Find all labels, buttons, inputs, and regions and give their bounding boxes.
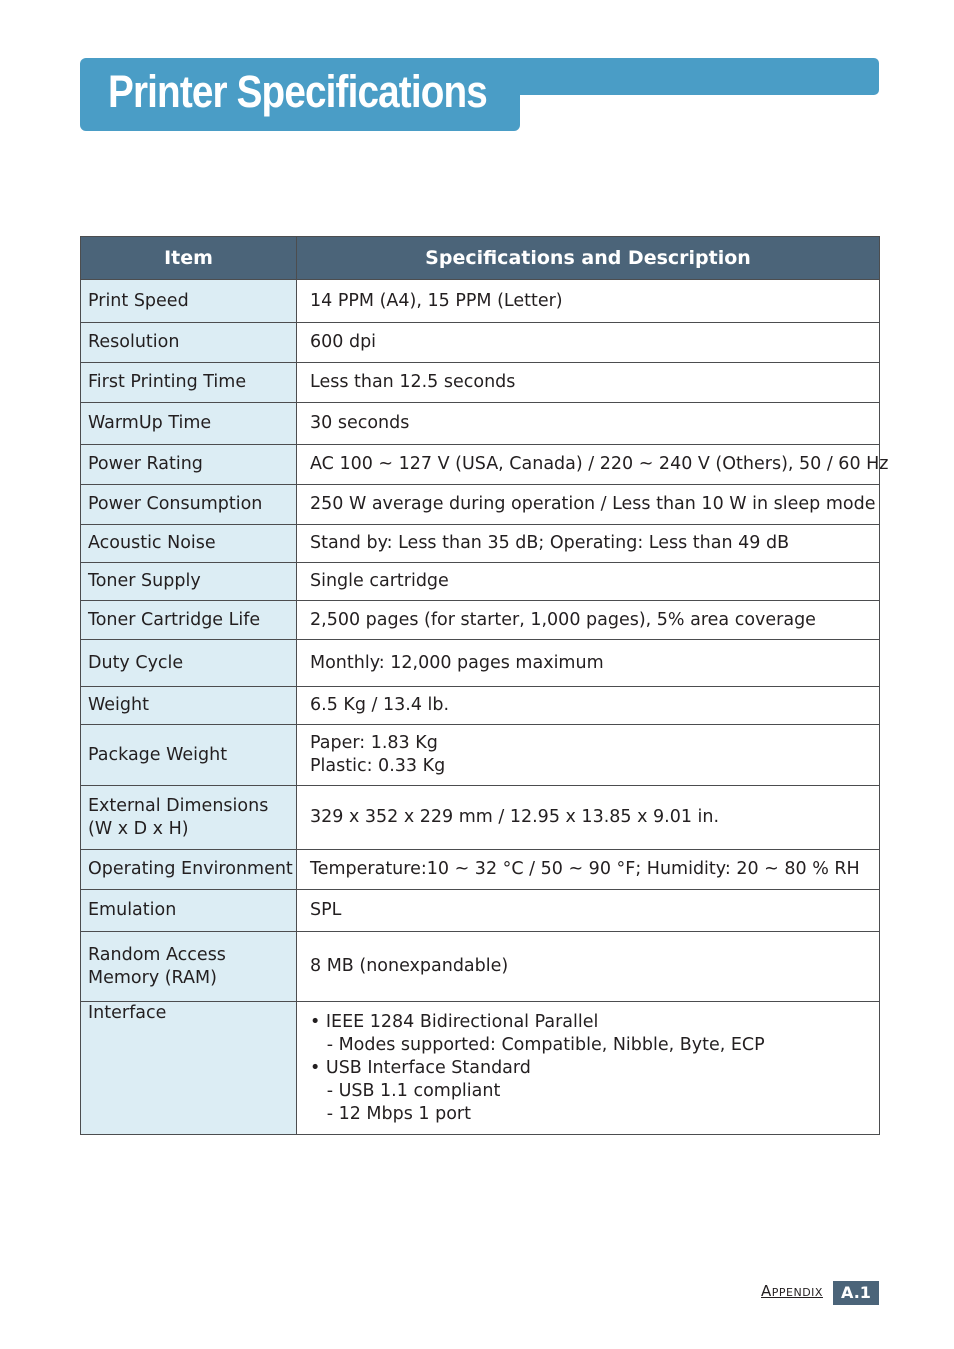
table-row: [81, 725, 880, 786]
description-text: - USB 1.1 compliant: [310, 1080, 501, 1101]
page-title: Printer Specifications: [108, 66, 487, 117]
row-description-cell: [297, 786, 880, 850]
description-text: 329 x 352 x 229 mm / 12.95 x 13.85 x 9.01 in.: [310, 807, 720, 827]
description-text: 8 MB (nonexpandable): [310, 956, 509, 976]
row-description-cell: [297, 640, 880, 687]
row-description-cell: [297, 403, 880, 445]
row-item-cell: [81, 525, 297, 563]
table-row: [81, 687, 880, 725]
description-text: 600 dpi: [310, 332, 377, 352]
table-row: [81, 403, 880, 445]
item-label: Package Weight: [88, 744, 228, 765]
table-row: [81, 890, 880, 932]
item-label: Toner Cartridge Life: [88, 609, 261, 630]
description-text: 14 PPM (A4), 15 PPM (Letter): [310, 290, 563, 311]
row-item-cell: [81, 563, 297, 601]
description-text: 250 W average during operation / Less than 10 W in sleep mode: [310, 494, 876, 514]
row-item-cell: [81, 850, 297, 890]
item-label: Random Access: [88, 944, 226, 965]
row-description-cell: [297, 687, 880, 725]
description-column-header: Specifications and Description: [297, 237, 880, 280]
page-number-badge: A.1: [833, 1281, 879, 1305]
table-row: [81, 1002, 880, 1135]
description-text: 6.5 Kg / 13.4 lb.: [310, 695, 450, 715]
item-label: (W x D x H): [88, 818, 189, 839]
row-description-cell: [297, 932, 880, 1002]
row-description-cell: [297, 601, 880, 640]
row-description-cell: [297, 890, 880, 932]
description-text: Less than 12.5 seconds: [310, 372, 516, 392]
row-description-cell: [297, 445, 889, 485]
row-item-cell: [81, 280, 297, 323]
row-item-cell: [81, 323, 297, 363]
description-text: Monthly: 12,000 pages maximum: [310, 652, 604, 673]
description-text: Plastic: 0.33 Kg: [310, 756, 446, 776]
table-row: [81, 485, 880, 525]
row-item-cell: [81, 485, 297, 525]
item-label: WarmUp Time: [88, 413, 212, 433]
description-text: 2,500 pages (for starter, 1,000 pages), 5% area coverage: [310, 609, 816, 630]
spec-table: [80, 236, 889, 1135]
item-label: Emulation: [88, 900, 177, 920]
item-label: Resolution: [88, 332, 180, 352]
description-text: Single cartridge: [310, 571, 449, 591]
title-banner-stripe: [500, 58, 879, 95]
row-description-cell: [297, 563, 880, 601]
item-label: Duty Cycle: [88, 652, 184, 673]
description-text: SPL: [310, 900, 342, 920]
row-description-cell: [297, 363, 880, 403]
description-text: • USB Interface Standard: [310, 1057, 531, 1078]
item-label: External Dimensions: [88, 795, 269, 816]
row-item-cell: [81, 786, 297, 850]
row-item-cell: [81, 725, 297, 786]
item-label: Interface: [88, 1003, 167, 1023]
table-row: [81, 525, 880, 563]
row-item-cell: [81, 1002, 297, 1135]
row-description-cell: [297, 485, 880, 525]
item-label: Acoustic Noise: [88, 533, 216, 553]
row-item-cell: [81, 363, 297, 403]
footer-section-label: Appendix: [761, 1282, 823, 1300]
item-label: Operating Environment: [88, 859, 293, 879]
table-row: [81, 786, 880, 850]
table-row: [81, 323, 880, 363]
description-text: 30 seconds: [310, 413, 410, 433]
description-text: • IEEE 1284 Bidirectional Parallel: [310, 1011, 599, 1032]
row-description-cell: [297, 280, 880, 323]
description-text: - 12 Mbps 1 port: [310, 1103, 471, 1124]
table-row: [81, 445, 880, 485]
row-item-cell: [81, 445, 297, 485]
header-row: [81, 237, 880, 280]
item-label: First Printing Time: [88, 372, 247, 392]
table-row: [81, 601, 880, 640]
description-text: Temperature:10 ~ 32 °C / 50 ~ 90 °F; Humidity: 20 ~ 80 % RH: [310, 859, 860, 879]
table-row: [81, 932, 880, 1002]
description-text: Stand by: Less than 35 dB; Operating: Less than 49 dB: [310, 533, 790, 553]
row-description-cell: [297, 323, 880, 363]
row-item-cell: [81, 640, 297, 687]
row-item-cell: [81, 601, 297, 640]
item-column-header: Item: [81, 237, 297, 280]
table-row: [81, 563, 880, 601]
table-row: [81, 363, 880, 403]
item-label: Weight: [88, 695, 149, 715]
row-description-cell: [297, 1002, 880, 1135]
item-label: Memory (RAM): [88, 967, 217, 988]
description-text: AC 100 ~ 127 V (USA, Canada) / 220 ~ 240 V (Others), 50 / 60 Hz: [310, 454, 889, 474]
row-description-cell: [297, 725, 880, 786]
row-item-cell: [81, 932, 297, 1002]
table-row: [81, 850, 880, 890]
row-item-cell: [81, 890, 297, 932]
description-text: Paper: 1.83 Kg: [310, 733, 438, 753]
row-description-cell: [297, 525, 880, 563]
item-label: Toner Supply: [88, 571, 201, 591]
item-label: Print Speed: [88, 290, 189, 311]
table-row: [81, 640, 880, 687]
row-description-cell: [297, 850, 880, 890]
row-item-cell: [81, 687, 297, 725]
item-label: Power Rating: [88, 454, 203, 474]
item-label: Power Consumption: [88, 494, 263, 514]
row-item-cell: [81, 403, 297, 445]
table-row: [81, 280, 880, 323]
description-text: - Modes supported: Compatible, Nibble, Byte, ECP: [310, 1034, 765, 1055]
